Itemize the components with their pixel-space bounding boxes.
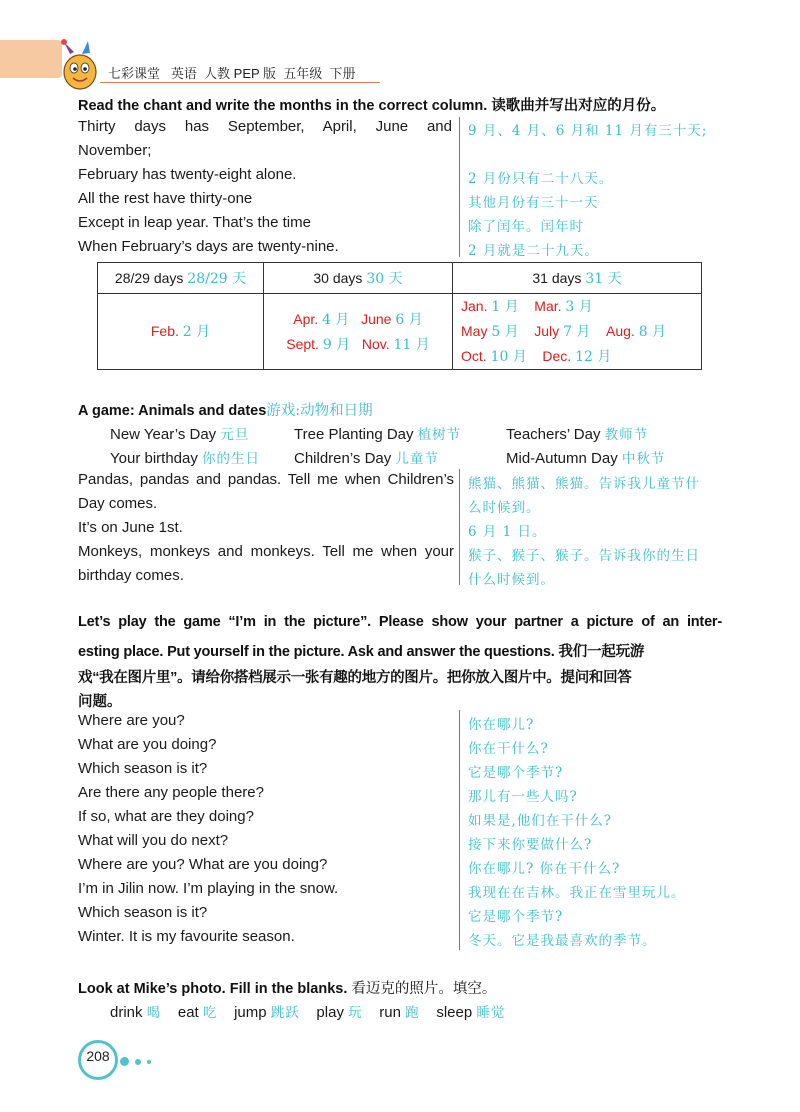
s3-line-cn-6: 你在哪儿? 你在干什么? [468,861,621,877]
months-table [97,262,702,370]
s1-line-en-4: Except in leap year. That’s the time [78,214,311,231]
section4-heading: Look at Mike’s photo. Fill in the blanks. 看迈克的照片。填空。 [78,981,497,997]
month-dec: Dec. [542,348,572,364]
cell-31: Jan. 1 月 Mar. 3 月 May 5 月 July 7 月 Aug. 8 月 Oct. 10 月 Dec. 12 月 [453,294,702,370]
cell-30: Apr. 4 月 June 6 月 Sept. 9 月 Nov. 11 月 [264,294,453,370]
s2-line-en-4: birthday comes. [78,567,184,584]
col-header-31: 31 days 31 天 [453,263,702,294]
s2-line-en-1: Day comes. [78,495,158,512]
s3-line-en-0: Where are you? [78,712,185,729]
s3-line-cn-5: 接下来你要做什么? [468,837,593,853]
s3-line-en-6: Where are you? What are you doing? [78,856,328,873]
s3-line-en-8: Which season is it? [78,904,208,921]
s3-line-cn-1: 你在干什么? [468,741,549,757]
s1-line-cn-3: 除了闰年。闰年时 [468,219,584,235]
s2-line-cn-2: 6 月 1 日。 [468,524,547,540]
section1-divider [459,117,460,257]
s3-line-cn-0: 你在哪儿? [468,717,535,733]
s3-line-en-5: What will you do next? [78,832,229,849]
s3-line-cn-8: 它是哪个季节? [468,909,564,925]
holiday-new-year: New Year’s Day 元旦 [110,426,250,443]
s1-line-en-0: Thirty days has September, April, June and [78,118,452,135]
s2-line-en-2: It’s on June 1st. [78,519,183,536]
month-apr: Apr. [293,310,319,327]
s2-line-cn-4: 什么时候到。 [468,572,555,588]
page-dot-icon [135,1059,141,1065]
section1-heading: Read the chant and write the months in the correct column. 读歌曲并写出对应的月份。 [78,98,666,114]
s3-line-cn-2: 它是哪个季节? [468,765,564,781]
s1-line-cn-1: 2 月份只有二十八天。 [468,171,614,187]
holiday-teachers: Teachers’ Day 教师节 [506,426,649,443]
s3-line-en-4: If so, what are they doing? [78,808,254,825]
section3-heading-line-3: 问题。 [78,694,122,710]
col-header-30: 30 days 30 天 [264,263,453,294]
s1-line-en-2: February has twenty-eight alone. [78,166,297,183]
holiday-childrens: Children’s Day 儿童节 [294,450,439,467]
s2-line-cn-0: 熊猫、熊猫、熊猫。告诉我儿童节什 [468,476,700,492]
s1-line-cn-0: 9 月、4 月、6 月和 11 月有三十天; [468,123,708,139]
s1-line-cn-4: 2 月就是二十九天。 [468,243,599,259]
month-may: May [461,323,488,339]
header-rule [100,82,380,83]
mascot-icon [52,38,108,94]
month-feb: Feb. [150,323,179,339]
s3-line-cn-9: 冬天。它是我最喜欢的季节。 [468,933,657,949]
section2-divider [459,469,460,585]
month-aug: Aug. [605,323,635,339]
page-dot-icon [120,1057,129,1066]
word-bank: drink 喝 eat 吃 jump 跳跃 play 玩 run 跑 sleep 睡觉 [110,1004,506,1021]
month-june: June [361,310,392,327]
s1-line-en-3: All the rest have thirty-one [78,190,253,207]
page-dot-icon [147,1060,151,1064]
header-title: 七彩课堂 英语 人教 PEP 版 五年级 下册 [108,66,356,81]
s3-line-cn-3: 那儿有一些人吗? [468,789,578,805]
section2-heading: A game: Animals and dates游戏:动物和日期 [78,403,373,419]
s3-line-en-2: Which season is it? [78,760,208,777]
month-oct: Oct. [461,348,487,364]
section3-heading-line-2: 戏“我在图片里”。请给你搭档展示一张有趣的地方的图片。把你放入图片中。提问和回答 [78,670,632,686]
s3-line-cn-7: 我现在在吉林。我正在雪里玩儿。 [468,885,686,901]
month-nov: Nov. [361,335,390,352]
month-sept: Sept. [286,335,319,352]
s3-line-en-3: Are there any people there? [78,784,264,801]
month-mar: Mar. [534,298,562,314]
s3-line-en-7: I’m in Jilin now. I’m playing in the snow. [78,880,339,897]
section3-divider [459,710,460,950]
month-jan: Jan. [461,298,488,314]
s2-line-cn-1: 么时候到。 [468,500,541,516]
s3-line-cn-4: 如果是,他们在干什么? [468,813,613,829]
page-number: 208 [86,1048,110,1064]
s3-line-en-1: What are you doing? [78,736,217,753]
s2-line-en-0: Pandas, pandas and pandas. Tell me when Children’s [78,471,454,488]
holiday-tree-planting: Tree Planting Day 植树节 [294,426,462,443]
s2-line-cn-3: 猴子、猴子、猴子。告诉我你的生日 [468,548,700,564]
s1-line-cn-2: 其他月份有三十一天 [468,195,599,211]
section3-heading-line-1: esting place. Put yourself in the picture. Ask and answer the questions. 我们一起玩游 [78,644,645,660]
s3-line-en-9: Winter. It is my favourite season. [78,928,295,945]
cell-28-29: Feb. 2 月 [98,294,264,370]
section3-heading-line-0: Let’s play the game “I’m in the picture”. Please show your partner a picture of an inter- [78,614,722,630]
month-july: July [534,323,560,339]
s2-line-en-3: Monkeys, monkeys and monkeys. Tell me when your [78,543,454,560]
holiday-mid-autumn: Mid-Autumn Day 中秋节 [506,450,666,467]
s1-line-en-1: November; [78,142,152,159]
holiday-birthday: Your birthday 你的生日 [110,450,261,467]
s1-line-en-5: When February’s days are twenty-nine. [78,238,339,255]
col-header-28-29: 28/29 days 28/29 天 [98,263,264,294]
